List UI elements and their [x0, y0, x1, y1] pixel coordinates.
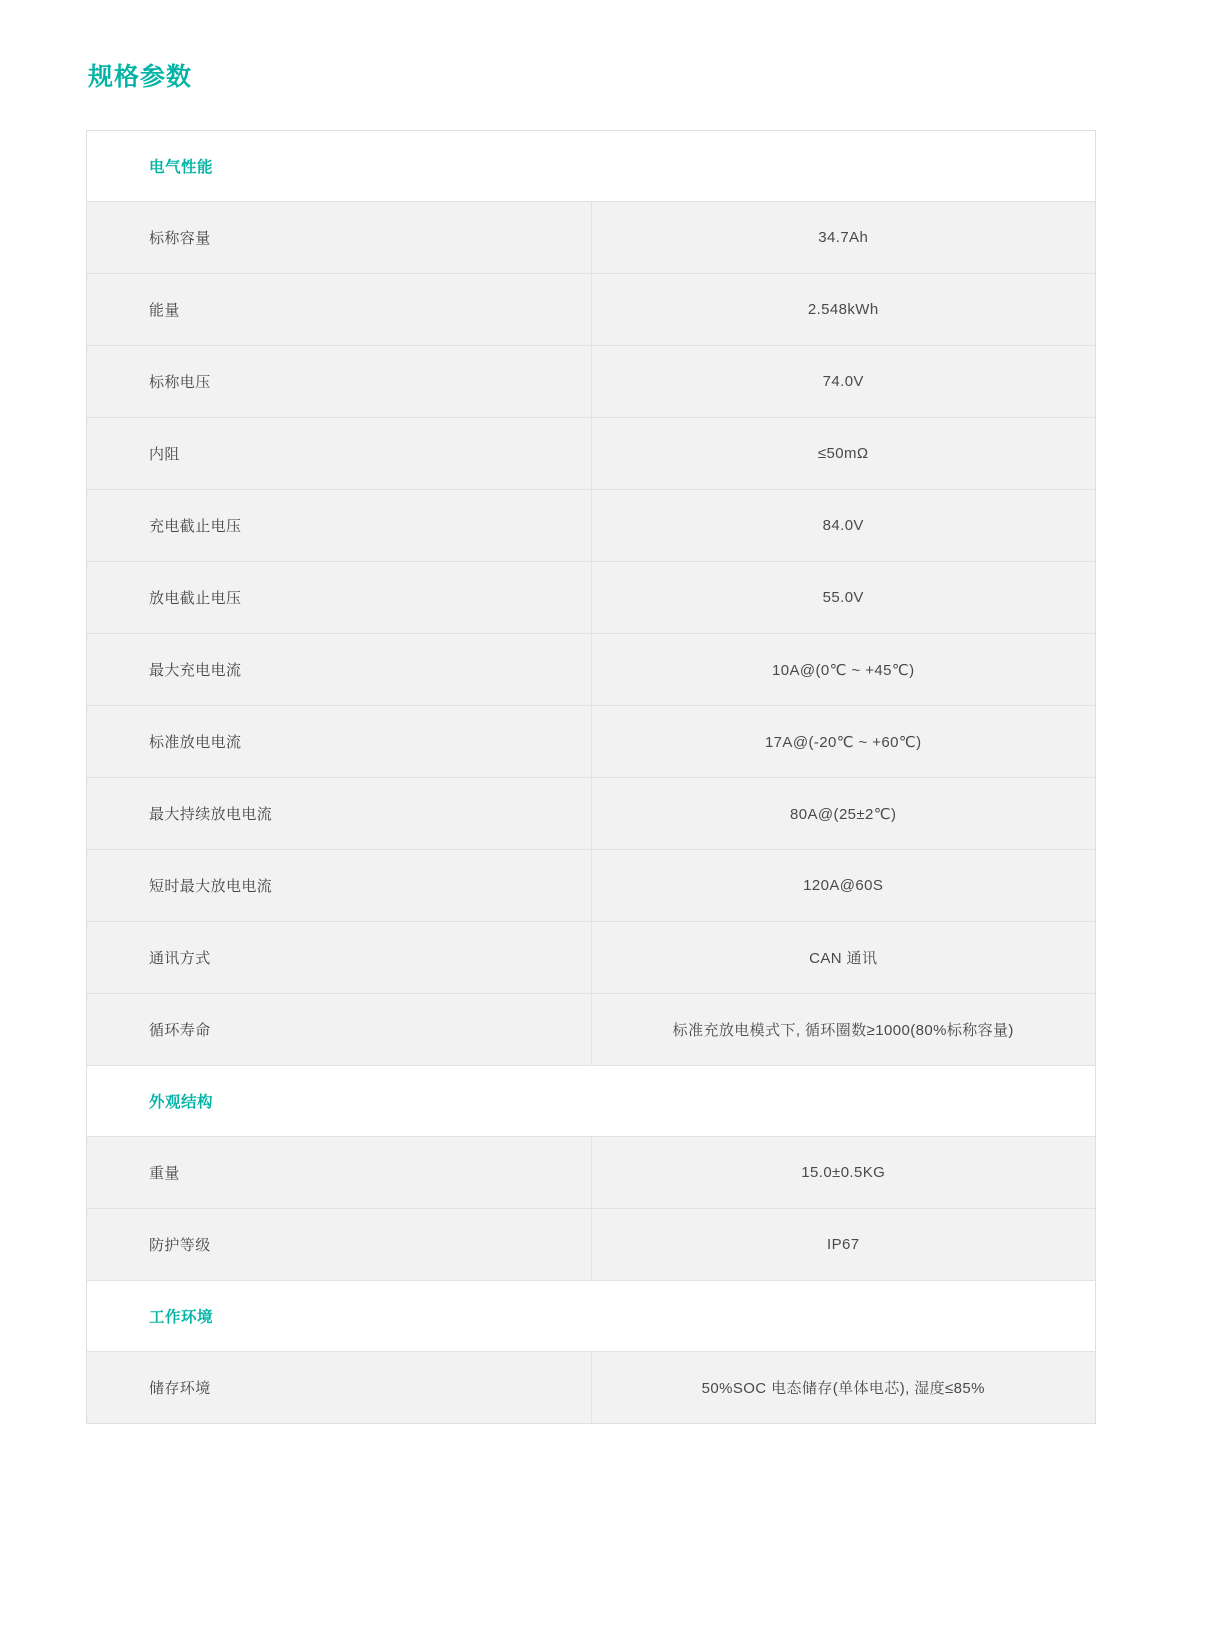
- table-row: [87, 274, 1096, 346]
- row-label: 内阻: [87, 418, 592, 490]
- row-value: 17A@(-20℃ ~ +60℃): [591, 706, 1096, 778]
- table-row: [87, 1137, 1096, 1209]
- row-value: 2.548kWh: [591, 274, 1096, 346]
- section-heading: 工作环境: [87, 1281, 1096, 1352]
- table-row: [87, 202, 1096, 274]
- table-row: [87, 994, 1096, 1066]
- table-row: [87, 706, 1096, 778]
- row-value: 74.0V: [591, 346, 1096, 418]
- row-label: 循环寿命: [87, 994, 592, 1066]
- row-value: 10A@(0℃ ~ +45℃): [591, 634, 1096, 706]
- row-label: 最大充电电流: [87, 634, 592, 706]
- row-label: 放电截止电压: [87, 562, 592, 634]
- row-label: 重量: [87, 1137, 592, 1209]
- page-title: 规格参数: [88, 63, 193, 91]
- table-row: [87, 562, 1096, 634]
- row-label: 标称容量: [87, 202, 592, 274]
- row-value: 34.7Ah: [591, 202, 1096, 274]
- table-row: [87, 778, 1096, 850]
- row-label: 储存环境: [87, 1352, 592, 1424]
- table-row: [87, 850, 1096, 922]
- row-label: 通讯方式: [87, 922, 592, 994]
- row-value: 标准充放电模式下, 循环圈数≥1000(80%标称容量): [591, 994, 1096, 1066]
- row-value: ≤50mΩ: [591, 418, 1096, 490]
- specifications-table: [86, 130, 1096, 1424]
- row-label: 能量: [87, 274, 592, 346]
- table-row: [87, 634, 1096, 706]
- row-value: 50%SOC 电态储存(单体电芯), 湿度≤85%: [591, 1352, 1096, 1424]
- row-label: 短时最大放电电流: [87, 850, 592, 922]
- section-heading: 外观结构: [87, 1066, 1096, 1137]
- table-row: [87, 418, 1096, 490]
- table-row: [87, 346, 1096, 418]
- table-row: [87, 1209, 1096, 1281]
- row-label: 充电截止电压: [87, 490, 592, 562]
- section-header-row: [87, 1281, 1096, 1352]
- section-header-row: [87, 1066, 1096, 1137]
- row-value: 80A@(25±2℃): [591, 778, 1096, 850]
- row-label: 最大持续放电电流: [87, 778, 592, 850]
- row-label: 防护等级: [87, 1209, 592, 1281]
- section-header-row: [87, 131, 1096, 202]
- row-value: CAN 通讯: [591, 922, 1096, 994]
- row-value: IP67: [591, 1209, 1096, 1281]
- row-label: 标称电压: [87, 346, 592, 418]
- table-row: [87, 922, 1096, 994]
- specifications-table-body: [87, 131, 1096, 1424]
- row-value: 55.0V: [591, 562, 1096, 634]
- table-row: [87, 1352, 1096, 1424]
- row-value: 84.0V: [591, 490, 1096, 562]
- row-label: 标准放电电流: [87, 706, 592, 778]
- row-value: 15.0±0.5KG: [591, 1137, 1096, 1209]
- section-heading: 电气性能: [87, 131, 1096, 202]
- row-value: 120A@60S: [591, 850, 1096, 922]
- table-row: [87, 490, 1096, 562]
